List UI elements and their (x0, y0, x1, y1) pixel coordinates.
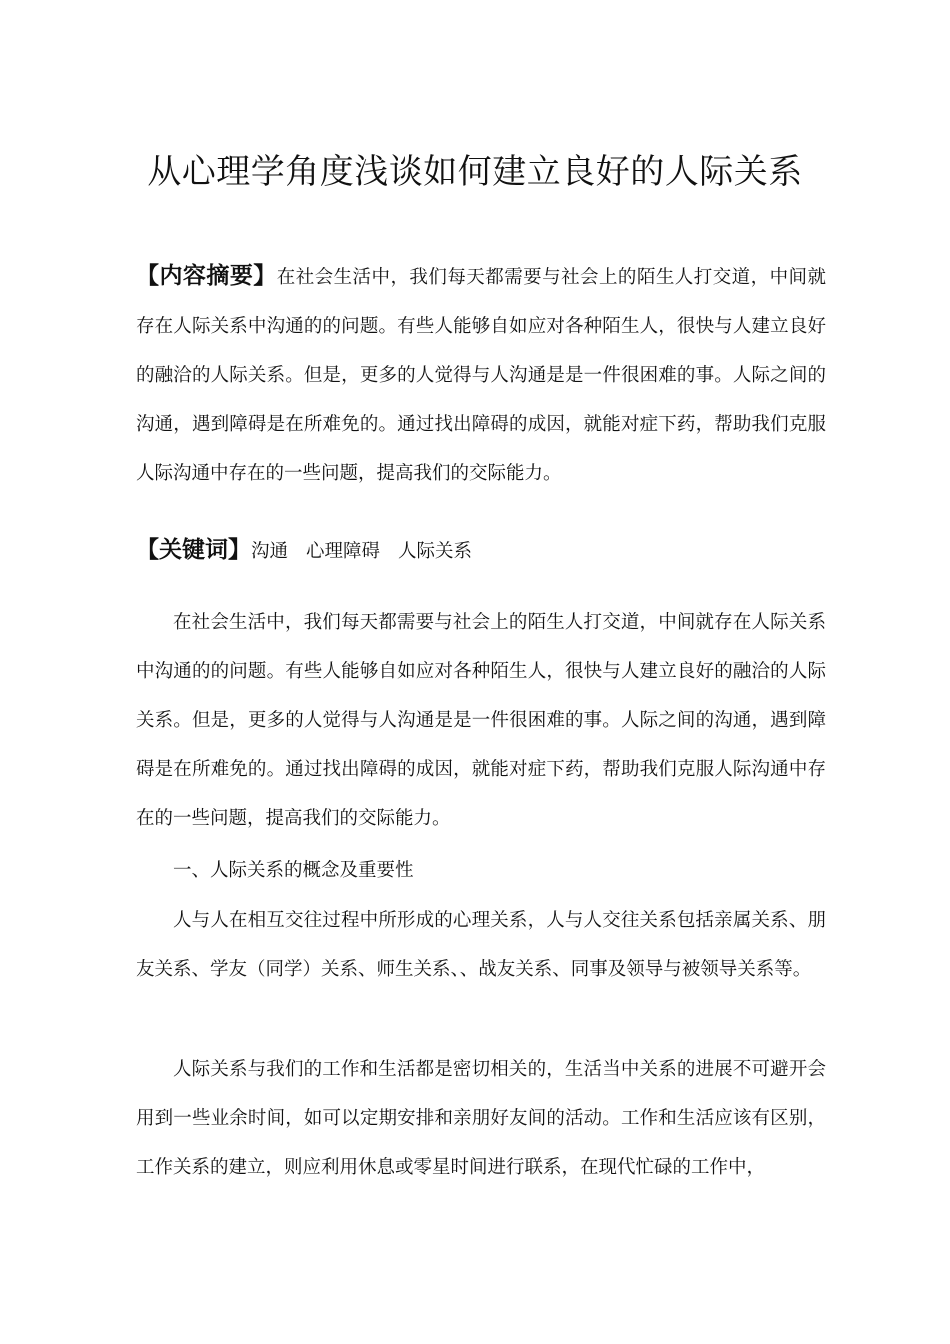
keywords-label: 【关键词】 (136, 537, 251, 563)
keyword-item: 人际关系 (398, 541, 473, 562)
abstract-paragraph (136, 252, 826, 498)
abstract-label: 【内容摘要】 (136, 263, 277, 289)
keyword-item: 心理障碍 (306, 541, 381, 562)
keywords-line (136, 526, 826, 576)
intro-paragraph: 在社会生活中，我们每天都需要与社会上的陌生人打交道，中间就存在人际关系中沟通的的问题。有些人能够自如应对各种陌生人，很快与人建立良好的融洽的人际关系。但是，更多的人觉得与人沟通是是一件很困难的事。人际之间的沟通，遇到障碍是在所难免的。通过找出障碍的成因，就能对症下药，帮助我们克服人际沟通中存在的一些问题，提高我们的交际能力。 (136, 612, 826, 829)
body-paragraph: 人与人在相互交往过程中所形成的心理关系，人与人交往关系包括亲属关系、朋友关系、学友（同学）关系、师生关系、、战友关系、同事及领导与被领导关系等。 (136, 910, 826, 980)
keyword-item: 沟通 (251, 541, 289, 562)
document-title: 从心理学角度浅谈如何建立良好的人际关系 (147, 152, 803, 192)
section-heading: 一、人际关系的概念及重要性 (173, 860, 414, 881)
body-paragraph: 人际关系与我们的工作和生活都是密切相关的，生活当中关系的进展不可避开会用到一些业余时间，如可以定期安排和亲朋好友间的活动。工作和生活应该有区别，工作关系的建立，则应利用休息或零星时间进行联系，在现代忙碌的工作中， (136, 1059, 826, 1178)
abstract-text: 在社会生活中，我们每天都需要与社会上的陌生人打交道，中间就存在人际关系中沟通的的问题。有些人能够自如应对各种陌生人，很快与人建立良好的融洽的人际关系。但是，更多的人觉得与人沟通是是一件很困难的事。人际之间的沟通，遇到障碍是在所难免的。通过找出障碍的成因，就能对症下药，帮助我们克服人际沟通中存在的一些问题，提高我们的交际能力。 (136, 267, 826, 484)
